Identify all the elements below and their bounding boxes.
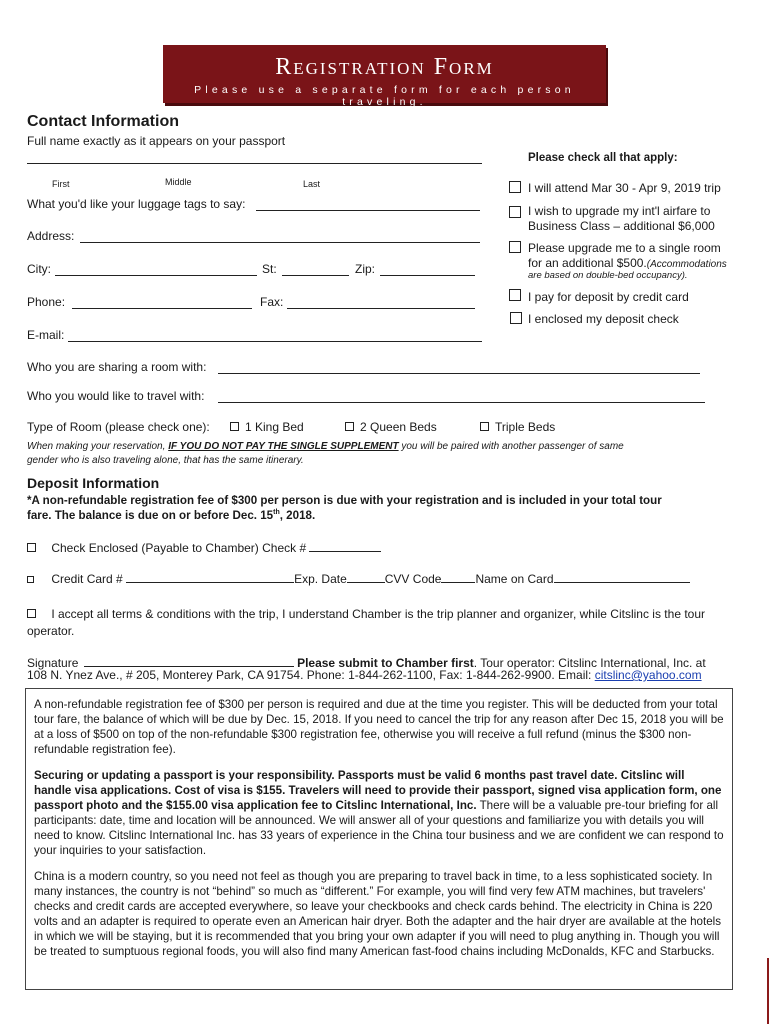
signature-line: Signature Please submit to Chamber first. Tour operator: Citslinc International, Inc. at <box>27 656 706 670</box>
single-room-label-1: Please upgrade me to a single room <box>528 241 721 255</box>
upgrade-airfare-label-1: I wish to upgrade my int'l airfare to <box>528 204 711 218</box>
room-queen-option[interactable]: 2 Queen Beds <box>345 420 437 434</box>
state-label: St: <box>262 262 277 276</box>
info-paragraph-1: A non-refundable registration fee of $300 per person is required and due at the time you register. This will be deducted from your total tour fare, the balance of which will be due by Dec. 15, 2018. If you need to cancel the trip for any reason after Dec 15, 2018 you will be at a loss of $500 on top of the non-refundable $300 registration fee, otherwise you will receive a full refund (minus the $300 non-refundable registration fee). <box>34 698 724 756</box>
last-name-label: Last <box>303 179 321 189</box>
room-note-line1: When making your reservation, IF YOU DO NOT PAY THE SINGLE SUPPLEMENT you will be paired with another passenger of same <box>27 441 624 452</box>
signature-field[interactable] <box>84 654 294 667</box>
form-title-banner <box>163 45 606 108</box>
credit-card-deposit-label: I pay for deposit by credit card <box>528 290 689 304</box>
info-box <box>25 688 733 990</box>
terms-checkbox[interactable] <box>27 609 36 618</box>
middle-name-label: Middle <box>165 177 192 187</box>
fax-field[interactable] <box>287 295 475 309</box>
room-type-label: Type of Room (please check one): <box>27 420 210 434</box>
info-paragraph-2: Securing or updating a passport is your responsibility. Passports must be valid 6 months past travel date. Citslinc will handle visa applications. Cost of visa is $155. Travelers will need to provide their passport, signed visa application form, one passport photo and the $155.00 visa application fee to Citslinc International, Inc. There will be a valuable pre-tour briefing for all participants: date, time and location will be announced. We will answer all of your questions and familiarize you with details you will need to know. Citslinc International Inc. has 33 years of experience in the China tour business and we are confident we can respond to your inquiries to your satisfaction. <box>34 769 724 857</box>
contact-heading: Contact Information <box>27 113 179 130</box>
city-label: City: <box>27 262 51 276</box>
operator-address: 108 N. Ynez Ave., # 205, Monterey Park, CA 91754. Phone: 1-844-262-1100, Fax: 1-844-262-9900. Email: citslinc@yahoo.com <box>27 668 702 682</box>
credit-card-row: Credit Card # Exp. Date CVV Code Name on Card <box>27 570 690 586</box>
zip-label: Zip: <box>355 262 376 276</box>
check-enclosed-checkbox[interactable] <box>27 543 36 552</box>
info-paragraph-3: China is a modern country, so you need not feel as though you are preparing to travel back in time, to a less sophisticated society. In many instances, the country is not “behind” so much as “different.” For example, you will find very few ATM machines, but travelers' checks and credit cards are accepted everywhere, so leave your checkbooks and check cards behind. The electricity in China is 220 volts and an adapter is required to operate even an American hair dryer. Both the adapter and the hair dryer are available at the hotels in which we will be staying, but it is recommended that you bring your own adapter if you will need to plug anything in. Though you will be treated to sumptuous regional foods, you will also find many American fast-food chains including McDonalds, KFC and Starbucks. <box>34 870 722 958</box>
form-title: Registration Form <box>275 54 494 80</box>
full-name-field[interactable] <box>27 163 482 164</box>
card-number-field[interactable] <box>126 570 294 583</box>
state-field[interactable] <box>282 262 349 276</box>
credit-card-deposit-checkbox[interactable] <box>509 289 521 301</box>
terms-line1: I accept all terms & conditions with the trip, I understand Chamber is the trip planner and organizer, while Citslinc is the tour <box>27 607 705 621</box>
single-room-checkbox[interactable] <box>509 241 521 253</box>
triple-checkbox[interactable] <box>480 422 489 431</box>
queen-checkbox[interactable] <box>345 422 354 431</box>
exp-date-field[interactable] <box>347 570 385 583</box>
luggage-label: What you'd like your luggage tags to say: <box>27 197 246 211</box>
attend-checkbox[interactable] <box>509 181 521 193</box>
phone-label: Phone: <box>27 295 66 309</box>
email-label: E-mail: <box>27 328 65 342</box>
address-label: Address: <box>27 229 75 243</box>
city-field[interactable] <box>55 262 257 276</box>
travel-with-field[interactable] <box>218 389 705 403</box>
phone-field[interactable] <box>72 295 252 309</box>
check-enclosed-row: Check Enclosed (Payable to Chamber) Check # <box>27 539 381 555</box>
email-field[interactable] <box>68 328 482 342</box>
name-on-card-field[interactable] <box>554 570 690 583</box>
credit-card-checkbox[interactable] <box>27 576 34 583</box>
page-edge-mark <box>767 958 769 1024</box>
sharing-field[interactable] <box>218 360 700 374</box>
luggage-field[interactable] <box>256 197 480 211</box>
sharing-label: Who you are sharing a room with: <box>27 360 207 374</box>
terms-line2: operator. <box>27 624 75 638</box>
single-room-label-2: for an additional $500.(Accommodations <box>528 256 727 270</box>
first-name-label: First <box>52 179 70 189</box>
deposit-line1: *A non-refundable registration fee of $300 per person is due with your registration and is included in your total tour <box>27 494 662 507</box>
deposit-line2: fare. The balance is due on or before Dec. 15th, 2018. <box>27 509 316 522</box>
king-checkbox[interactable] <box>230 422 239 431</box>
room-king-option[interactable]: 1 King Bed <box>230 420 304 434</box>
room-triple-option[interactable]: Triple Beds <box>480 420 555 434</box>
single-room-note: are based on double-bed occupancy). <box>528 270 688 281</box>
zip-field[interactable] <box>380 262 475 276</box>
travel-with-label: Who you would like to travel with: <box>27 389 205 403</box>
deposit-check-label: I enclosed my deposit check <box>528 312 679 326</box>
check-apply-heading: Please check all that apply: <box>528 152 678 164</box>
attend-label: I will attend Mar 30 - Apr 9, 2019 trip <box>528 181 721 195</box>
cvv-field[interactable] <box>441 570 475 583</box>
deposit-check-checkbox[interactable] <box>510 312 522 324</box>
room-note-line2: gender who is also traveling alone, that has the same itinerary. <box>27 455 304 466</box>
deposit-heading: Deposit Information <box>27 475 160 491</box>
upgrade-airfare-checkbox[interactable] <box>509 206 521 218</box>
name-hint: Full name exactly as it appears on your passport <box>27 134 286 148</box>
email-link[interactable]: citslinc@yahoo.com <box>594 668 702 682</box>
check-number-field[interactable] <box>309 539 381 552</box>
address-field[interactable] <box>80 229 480 243</box>
form-subtitle: Please use a separate form for each person traveling. <box>194 84 575 108</box>
upgrade-airfare-label-2: Business Class – additional $6,000 <box>528 219 715 233</box>
fax-label: Fax: <box>260 295 284 309</box>
